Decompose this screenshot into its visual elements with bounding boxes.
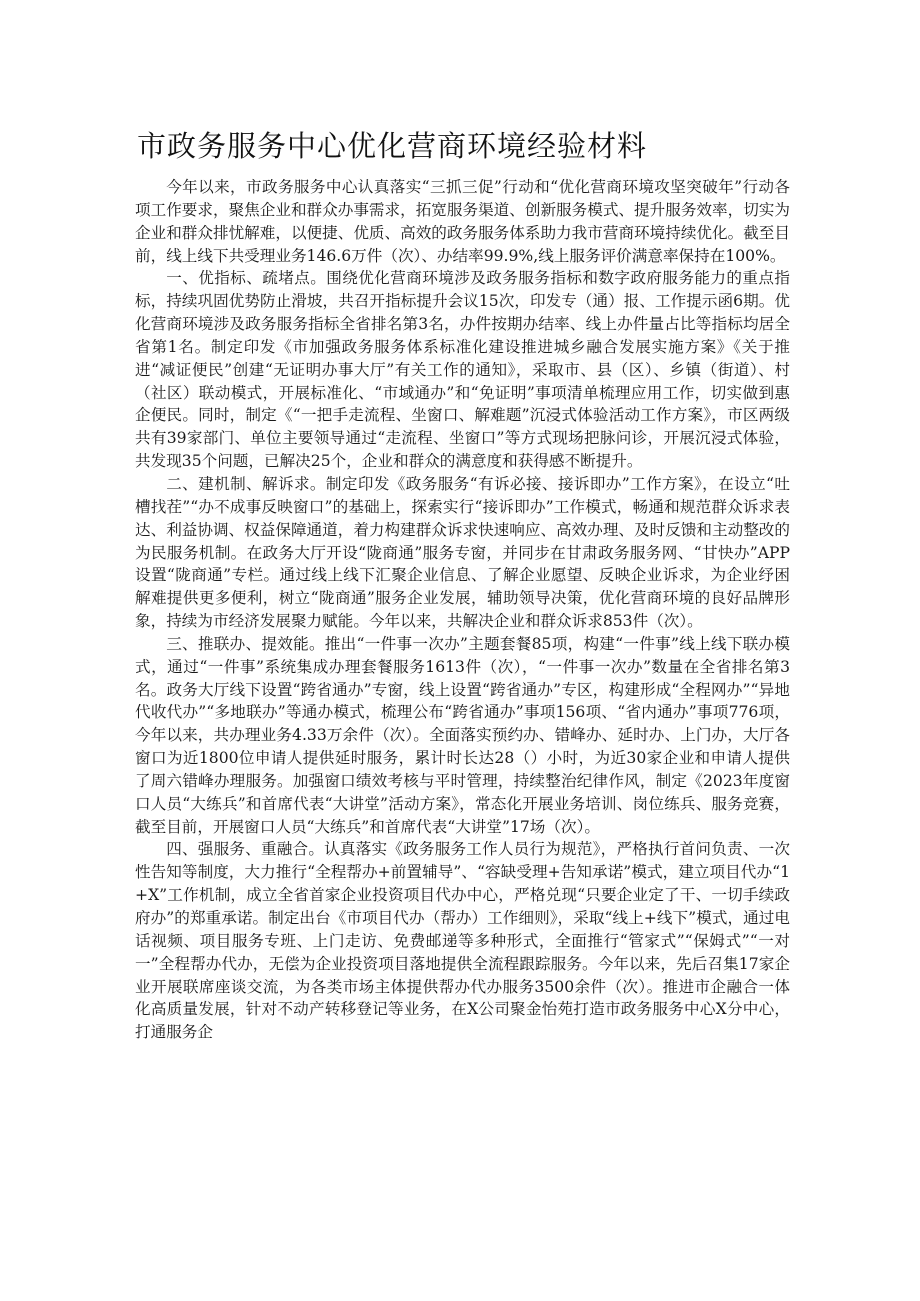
section-two-paragraph: 二、建机制、解诉求。制定印发《政务服务“有诉必接、接诉即办”工作方案》，在设立“吐槽找茬”“办不成事反映窗口”的基础上，探索实行“接诉即办”工作模式，畅通和规范群众诉求表达、利益协调、权益保障通道，着力构建群众诉求快速响应、高效办理、及时反馈和主动整改的为民服务机制。在政务大厅开设“陇商通”服务专窗，并同步在甘肃政务服务网、“甘快办”APP设置“陇商通”专栏。通过线上线下汇聚企业信息、了解企业愿望、反映企业诉求，为企业纾困解难提供更多便利，树立“陇商通”服务企业发展，辅助领导决策，优化营商环境的良好品牌形象，持续为市经济发展聚力赋能。今年以来，共解决企业和群众诉求853件（次）。 — [135, 474, 790, 631]
section-one-paragraph: 一、优指标、疏堵点。围绕优化营商环境涉及政务服务指标和数字政府服务能力的重点指标，持续巩固优势防止滑坡，共召开指标提升会议15次，印发专（通）报、工作提示函6期。优化营商环境涉及政务服务指标全省排名第3名，办件按期办结率、线上办件量占比等指标均居全省第1名。制定印发《市加强政务服务体系标准化建设推进城乡融合发展实施方案》《关于推进“减证便民”创建“无证明办事大厅”有关工作的通知》，采取市、县（区）、乡镇（街道）、村（社区）联动模式，开展标准化、“市域通办”和“免证明”事项清单梳理应用工作，切实做到惠企便民。同时，制定《“一把手走流程、坐窗口、解难题”沉浸式体验活动工作方案》，市区两级共有39家部门、单位主要领导通过“走流程、坐窗口”等方式现场把脉问诊，开展沉浸式体验，共发现35个问题，已解决25个，企业和群众的满意度和获得感不断提升。 — [135, 269, 790, 471]
document-title: 市政务服务中心优化营商环境经验材料 — [137, 129, 648, 163]
section-three-paragraph: 三、推联办、提效能。推出“一件事一次办”主题套餐85项，构建“一件事”线上线下联办模式，通过“一件事”系统集成办理套餐服务1613件（次），“一件事一次办”数量在全省排名第3名。政务大厅线下设置“跨省通办”专窗，线上设置“跨省通办”专区，构建形成“全程网办”“异地代收代办”“多地联办”等通办模式，梳理公布“跨省通办”事项156项、“省内通办”事项776项，今年以来，共办理业务4.33万余件（次）。全面落实预约办、错峰办、延时办、上门办，大厅各窗口为近1800位申请人提供延时服务，累计时长达28（）小时，为近30家企业和申请人提供了周六错峰办理服务。加强窗口绩效考核与平时管理，持续整治纪律作风，制定《2023年度窗口人员“大练兵”和首席代表“大讲堂”活动方案》，常态化开展业务培训、岗位练兵、服务竞赛，截至目前，开展窗口人员“大练兵”和首席代表“大讲堂”17场（次）。 — [135, 634, 790, 836]
section-four-paragraph: 四、强服务、重融合。认真落实《政务服务工作人员行为规范》，严格执行首问负责、一次性告知等制度，大力推行“全程帮办+前置辅导”、“容缺受理+告知承诺”模式，建立项目代办“1+X”工作机制，成立全省首家企业投资项目代办中心，严格兑现“只要企业定了干、一切手续政府办”的郑重承诺。制定出台《市项目代办（帮办）工作细则》，采取“线上+线下”模式，通过电话视频、项目服务专班、上门走访、免费邮递等多种形式，全面推行“管家式”“保姆式”“一对一”全程帮办代办，无偿为企业投资项目落地提供全流程跟踪服务。今年以来，先后召集17家企业开展联席座谈交流，为各类市场主体提供帮办代办服务3500余件（次）。推进市企融合一体化高质量发展，针对不动产转移登记等业务，在X公司聚金怡苑打造市政务服务中心X分中心，打通服务企 — [135, 840, 790, 1042]
intro-paragraph: 今年以来，市政务服务中心认真落实“三抓三促”行动和“优化营商环境攻坚突破年”行动各项工作要求，聚焦企业和群众办事需求，拓宽服务渠道、创新服务模式、提升服务效率，切实为企业和群众排忧解难，以便捷、优质、高效的政务服务体系助力我市营商环境持续优化。截至目前，线上线下共受理业务146.6万件（次）、办结率99.9%,线上服务评价满意率保持在100%。 — [135, 178, 790, 265]
document-body — [135, 176, 790, 1044]
